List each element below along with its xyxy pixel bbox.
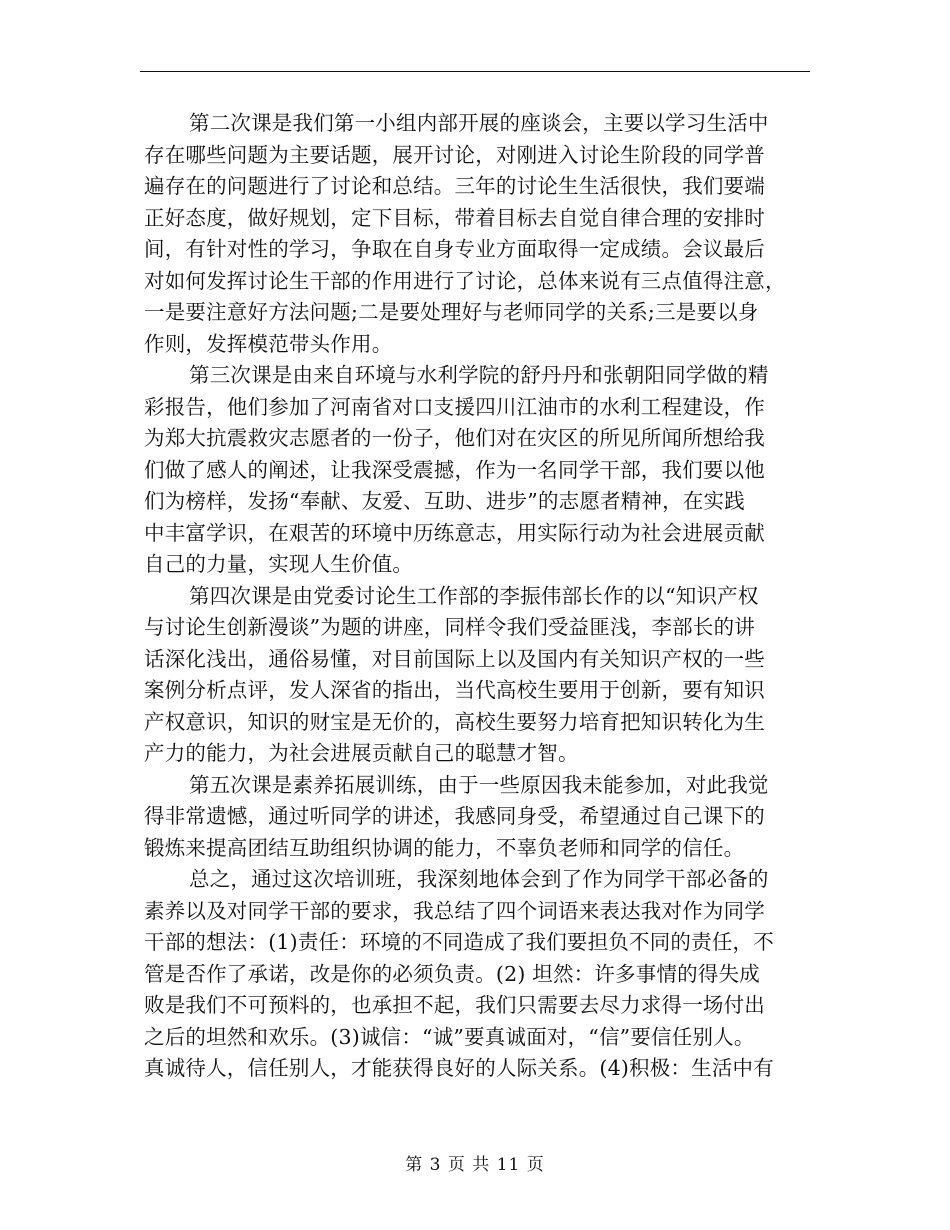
paragraph-line: 干部的想法：(1)责任：环境的不同造成了我们要担负不同的责任，不 <box>144 930 774 954</box>
paragraph-line: 第五次课是素养拓展训练，由于一些原因我未能参加，对此我觉 <box>189 772 769 797</box>
page-number: 第 3 页 共 11 页 <box>405 1155 545 1175</box>
paragraph-line: 败是我们不可预料的，也承担不起，我们只需要去尽力求得一场付出 <box>144 993 765 1017</box>
paragraph-line: 锻炼来提高团结互助组织协调的能力，不辜负老师和同学的信任。 <box>144 835 745 860</box>
paragraph-line: 产力的能力，为社会进展贡献自己的聪慧才智。 <box>144 741 579 765</box>
paragraph-line: 们做了感人的阐述，让我深受震撼，作为一名同学干部，我们要以他 <box>144 457 765 482</box>
paragraph-line: 总之，通过这次培训班，我深刻地体会到了作为同学干部必备的 <box>189 867 769 891</box>
paragraph-line: 正好态度，做好规划，定下目标，带着目标去自觉自律合理的安排时 <box>144 205 765 230</box>
paragraph-line: 第三次课是由来自环境与水利学院的舒丹丹和张朝阳同学做的精 <box>189 363 769 387</box>
paragraph-line: 第四次课是由党委讨论生工作部的李振伟部长作的以“知识产权 <box>189 583 759 608</box>
paragraph-line: 一是要注意好方法问题;二是要处理好与老师同学的关系;三是要以身 <box>144 300 759 324</box>
paragraph-line: 中丰富学识，在艰苦的环境中历练意志，用实际行动为社会进展贡献 <box>144 520 765 545</box>
paragraph-line: 自己的力量，实现人生价值。 <box>144 552 414 576</box>
paragraph-line: 作则，发挥模范带头作用。 <box>144 331 393 356</box>
header-rule <box>140 71 810 72</box>
document-body <box>144 108 824 1085</box>
paragraph-line: 话深化浅出，通俗易懂，对目前国际上以及国内有关知识产权的一些 <box>144 646 765 671</box>
paragraph-line: 对如何发挥讨论生干部的作用进行了讨论，总体来说有三点值得注意， <box>144 268 786 293</box>
paragraph-line: 彩报告，他们参加了河南省对口支援四川江油市的水利工程建设，作 <box>144 394 765 419</box>
paragraph-line: 与讨论生创新漫谈”为题的讲座，同样令我们受益匪浅，李部长的讲 <box>144 615 755 639</box>
paragraph-line: 得非常遗憾，通过听同学的讲述，我感同身受，希望通过自己课下的 <box>144 804 765 828</box>
paragraph-line: 管是否作了承诺，改是你的必须负责。(2) 坦然：许多事情的得失成 <box>144 961 760 986</box>
paragraph-line: 为郑大抗震救灾志愿者的一份子，他们对在灾区的所见所闻所想给我 <box>144 426 765 450</box>
paragraph-line: 存在哪些问题为主要话题，展开讨论，对刚进入讨论生阶段的同学普 <box>144 142 765 167</box>
paragraph-line: 们为榜样，发扬“奉献、友爱、互助、进步”的志愿者精神，在实践 <box>144 489 745 513</box>
paragraph-line: 之后的坦然和欢乐。(3)诚信：“诚”要真诚面对，“信”要信任别人。 <box>144 1024 755 1049</box>
paragraph-line: 真诚待人，信任别人，才能获得良好的人际关系。(4)积极：生活中有 <box>144 1056 774 1080</box>
paragraph-line: 第二次课是我们第一小组内部开展的座谈会，主要以学习生活中 <box>189 111 769 135</box>
paragraph-line: 间，有针对性的学习，争取在自身专业方面取得一定成绩。会议最后 <box>144 237 765 261</box>
paragraph-line: 素养以及对同学干部的要求，我总结了四个词语来表达我对作为同学 <box>144 898 765 923</box>
paragraph-line: 遍存在的问题进行了讨论和总结。三年的讨论生生活很快，我们要端 <box>144 174 765 198</box>
paragraph-line: 产权意识，知识的财宝是无价的，高校生要努力培育把知识转化为生 <box>144 709 765 734</box>
paragraph-line: 案例分析点评，发人深省的指出，当代高校生要用于创新，要有知识 <box>144 678 765 702</box>
